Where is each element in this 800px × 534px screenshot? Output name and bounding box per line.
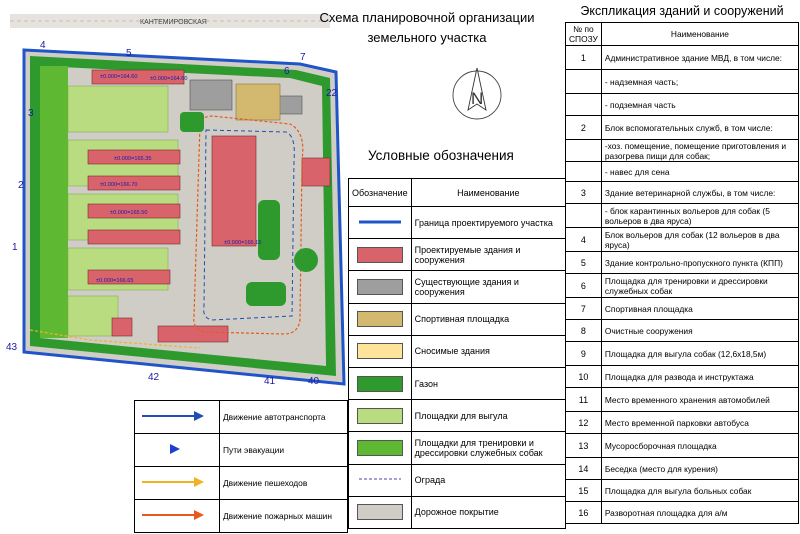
edge-number: 3 xyxy=(28,108,34,119)
explication-row xyxy=(566,412,799,434)
explication-name: Блок вспомогательных служб, в том числе: xyxy=(601,116,798,140)
legend-row xyxy=(349,432,566,464)
explication-name: Разворотная площадка для а/м xyxy=(601,502,798,524)
legend-swatch xyxy=(349,432,412,464)
legend-label: Ограда xyxy=(411,464,565,496)
movement-label: Пути эвакуации xyxy=(220,434,348,467)
explication-name: Очистные сооружения xyxy=(601,320,798,342)
legend-label: Существующие здания и сооружения xyxy=(411,271,565,303)
training-area xyxy=(40,66,68,338)
explication-name: Спортивная площадка xyxy=(601,298,798,320)
admin-building xyxy=(212,136,256,246)
explication-num: 6 xyxy=(566,274,602,298)
movement-row xyxy=(135,434,348,467)
explication-col-num: № по СПОЗУ xyxy=(566,23,602,46)
legend-swatch xyxy=(349,271,412,303)
explication-row xyxy=(566,70,799,94)
explication-num: 7 xyxy=(566,298,602,320)
street-label: КАНТЕМИРОВСКАЯ xyxy=(140,19,207,26)
explication-num: 2 xyxy=(566,116,602,140)
explication-num: 12 xyxy=(566,412,602,434)
edge-number: 1 xyxy=(12,242,18,253)
legend-table xyxy=(348,178,566,529)
explication-row xyxy=(566,480,799,502)
legend-row xyxy=(349,239,566,271)
movement-row xyxy=(135,500,348,533)
legend-label: Граница проектируемого участка xyxy=(411,207,565,239)
elevation-label: ±0.000=166.70 xyxy=(100,182,138,188)
explication-row xyxy=(566,434,799,458)
legend-label: Сносимые здания xyxy=(411,335,565,367)
explication-row xyxy=(566,274,799,298)
explication-num: 11 xyxy=(566,388,602,412)
explication-name: Здание контрольно-пропускного пункта (КПП) xyxy=(601,252,798,274)
edge-number: 40 xyxy=(308,376,320,387)
explication-num xyxy=(566,140,602,162)
explication-num: 5 xyxy=(566,252,602,274)
page-title xyxy=(292,8,562,48)
fence-line-icon xyxy=(357,474,403,484)
edge-number: 7 xyxy=(300,52,306,63)
explication-row xyxy=(566,388,799,412)
movement-label: Движение пешеходов xyxy=(220,467,348,500)
explication-name: Площадка для тренировки и дрессировки служебных собак xyxy=(601,274,798,298)
elevation-label: ±0.000=165.50 xyxy=(110,210,148,216)
movement-row xyxy=(135,467,348,500)
explication-row xyxy=(566,228,799,252)
explication-row xyxy=(566,458,799,480)
boundary-line-icon xyxy=(357,217,403,227)
arrow-icon xyxy=(135,467,220,500)
legend-swatch xyxy=(349,400,412,432)
explication-name: Площадка для выгула собак (12,6х18,5м) xyxy=(601,342,798,366)
explication-row xyxy=(566,366,799,388)
movement-label: Движение пожарных машин xyxy=(220,500,348,533)
explication-table xyxy=(565,22,799,524)
explication-row xyxy=(566,140,799,162)
explication-name: Площадка для выгула больных собак xyxy=(601,480,798,502)
explication-num: 16 xyxy=(566,502,602,524)
north-arrow-icon xyxy=(446,64,508,126)
legend-swatch xyxy=(349,367,412,399)
legend-swatch xyxy=(349,207,412,239)
legend-col-symbol: Обозначение xyxy=(349,179,412,207)
explication-name: - блок карантинных вольеров для собак (5 вольеров в два яруса) xyxy=(601,204,798,228)
explication-row xyxy=(566,182,799,204)
legend-swatch xyxy=(349,239,412,271)
legend-swatch xyxy=(349,335,412,367)
legend-row xyxy=(349,464,566,496)
explication-num: 15 xyxy=(566,480,602,502)
explication-name: - навес для сена xyxy=(601,162,798,182)
building-pad xyxy=(158,326,228,342)
explication-row xyxy=(566,94,799,116)
explication-row xyxy=(566,502,799,524)
explication-row xyxy=(566,298,799,320)
edge-number: 4 xyxy=(40,40,46,51)
legend-row xyxy=(349,335,566,367)
explication-title: Экспликация зданий и сооружений xyxy=(580,4,784,18)
explication-num xyxy=(566,204,602,228)
explication-name: Место временной парковки автобуса xyxy=(601,412,798,434)
svg-text:N: N xyxy=(471,89,484,108)
edge-number: 2 xyxy=(18,180,24,191)
explication-name: - надземная часть; xyxy=(601,70,798,94)
explication-name: -хоз. помещение, помещение приготовления и разогрева пищи для собак; xyxy=(601,140,798,162)
explication-name: Площадка для развода и инструктажа xyxy=(601,366,798,388)
legend-label: Газон xyxy=(411,367,565,399)
explication-name: Административное здание МВД, в том числе: xyxy=(601,46,798,70)
explication-num xyxy=(566,70,602,94)
legend-label: Площадки для тренировки и дрессировки служебных собак xyxy=(411,432,565,464)
elevation-label: ±0.000=165.35 xyxy=(114,156,152,162)
legend-label: Дорожное покрытие xyxy=(411,496,565,528)
movement-row xyxy=(135,401,348,434)
triangle-icon xyxy=(135,434,220,467)
explication-name: Мусоросборочная площадка xyxy=(601,434,798,458)
explication-num: 4 xyxy=(566,228,602,252)
explication-row xyxy=(566,204,799,228)
legend-row xyxy=(349,400,566,432)
explication-col-name: Наименование xyxy=(601,23,798,46)
title-line: Схема планировочной организации xyxy=(319,10,535,25)
elevation-label: ±0.000=166.65 xyxy=(96,278,134,284)
legend-label: Площадки для выгула xyxy=(411,400,565,432)
legend-row xyxy=(349,207,566,239)
explication-name: Блок вольеров для собак (12 вольеров в два яруса) xyxy=(601,228,798,252)
explication-num: 13 xyxy=(566,434,602,458)
explication xyxy=(564,0,800,524)
legend-label: Спортивная площадка xyxy=(411,303,565,335)
building-pad xyxy=(88,230,180,244)
edge-number: 42 xyxy=(148,372,160,383)
legend-row xyxy=(349,496,566,528)
elevation-label: ±0.000=166.15 xyxy=(224,240,262,246)
legend-swatch xyxy=(349,496,412,528)
title-line: земельного участка xyxy=(367,30,487,45)
edge-number: 43 xyxy=(6,342,18,353)
legend-row xyxy=(349,303,566,335)
explication-num: 10 xyxy=(566,366,602,388)
explication-num: 8 xyxy=(566,320,602,342)
explication-name: - подземная часть xyxy=(601,94,798,116)
explication-row xyxy=(566,162,799,182)
legend-label: Проектируемые здания и сооружения xyxy=(411,239,565,271)
movement-label: Движение автотранспорта xyxy=(220,401,348,434)
explication-row xyxy=(566,116,799,140)
elevation-label: ±0.000=164.60 xyxy=(150,76,188,82)
sport-ground xyxy=(236,84,280,120)
legend-swatch xyxy=(349,303,412,335)
edge-number: 22 xyxy=(326,88,338,99)
site-plan xyxy=(0,0,350,400)
edge-number: 6 xyxy=(284,66,290,77)
explication-name: Беседка (место для курения) xyxy=(601,458,798,480)
explication-row xyxy=(566,342,799,366)
explication-num xyxy=(566,162,602,182)
movement-legend xyxy=(134,400,348,533)
edge-number: 41 xyxy=(264,376,276,387)
legend-title: Условные обозначения xyxy=(368,148,514,163)
elevation-label: ±0.000=164.60 xyxy=(100,74,138,80)
legend-row xyxy=(349,367,566,399)
arrow-icon xyxy=(135,401,220,434)
arrow-icon xyxy=(135,500,220,533)
explication-num: 9 xyxy=(566,342,602,366)
explication-num: 14 xyxy=(566,458,602,480)
explication-num xyxy=(566,94,602,116)
explication-name: Здание ветеринарной службы, в том числе: xyxy=(601,182,798,204)
legend-row xyxy=(349,271,566,303)
edge-number: 5 xyxy=(126,48,132,59)
explication-num: 1 xyxy=(566,46,602,70)
legend-col-name: Наименование xyxy=(411,179,565,207)
explication-row xyxy=(566,252,799,274)
explication-row xyxy=(566,46,799,70)
explication-num: 3 xyxy=(566,182,602,204)
explication-row xyxy=(566,320,799,342)
explication-name: Место временного хранения автомобилей xyxy=(601,388,798,412)
legend-swatch xyxy=(349,464,412,496)
